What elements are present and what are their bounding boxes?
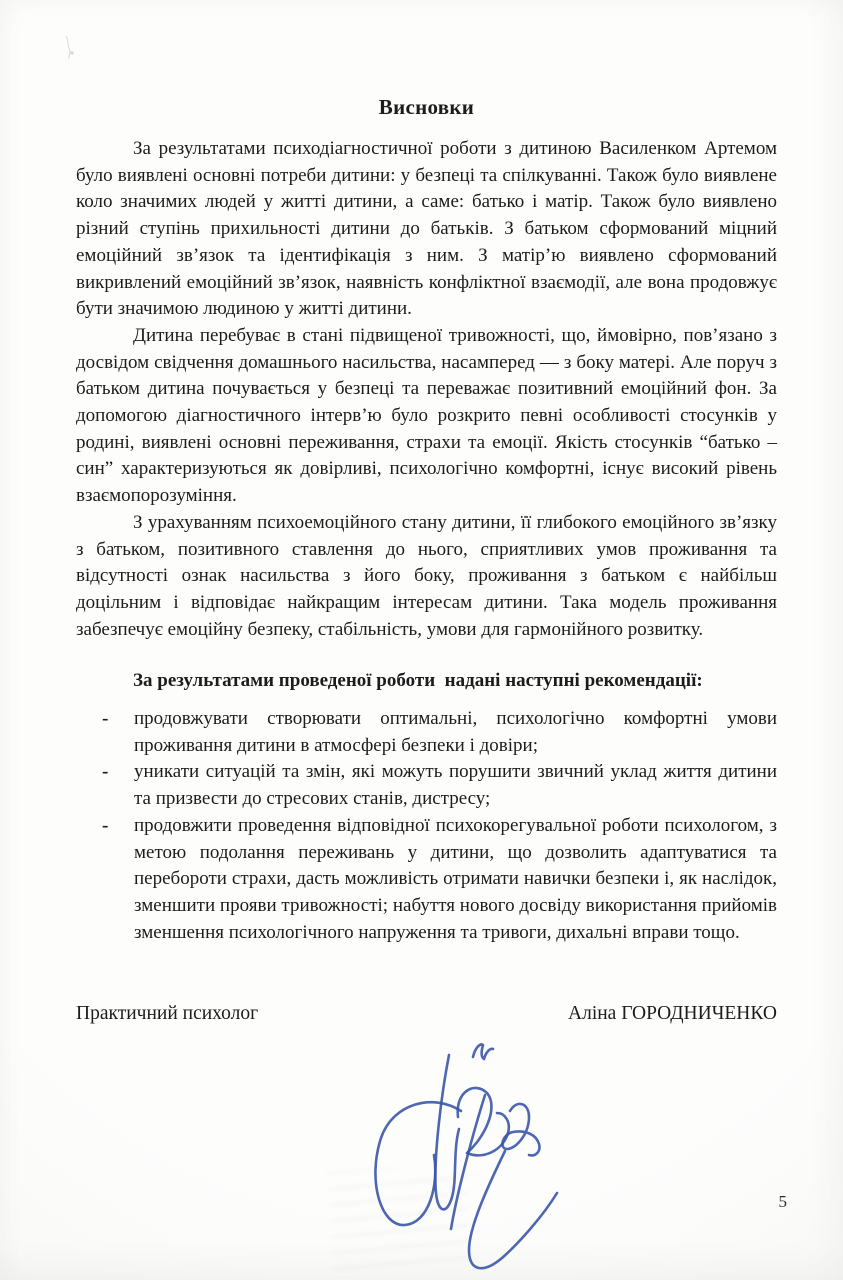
recommendations-heading: За результатами проведеної роботи надані наступні рекомендації: xyxy=(133,670,703,692)
list-dash-marker: - xyxy=(102,761,109,783)
list-item xyxy=(76,706,777,759)
handwritten-signature xyxy=(345,1033,582,1280)
list-item-text: уникати ситуацій та змін, які можуть порушити звичний уклад життя дитини та призвести до стресових станів, дистресу; xyxy=(134,761,777,810)
signatory-role: Практичний психолог xyxy=(76,1003,259,1025)
signature-row xyxy=(76,1003,777,1025)
page-title: Висновки xyxy=(378,95,475,119)
paragraph-1: За результатами психодіагностичної роботи з дитиною Василенком Артемом було виявлені основні потреби дитини: у безпеці та спілкуванні. Також було виявлене коло значимих людей у житті дитини, а саме: батько і матір. Також було виявлено різний ступінь прихильності дитини до батьків. З батьком сформований міцний емоційний зв’язок та ідентифікація з ним. З матір’ю виявлено сформований викривлений емоційний зв’язок, наявність конфліктної взаємодії, але вона продовжує бути значимою людиною у житті дитини. xyxy=(76,138,777,320)
page-number: 5 xyxy=(778,1192,787,1211)
scan-artifact-mark xyxy=(56,32,82,72)
paragraph-3: З урахуванням психоемоційного стану дитини, її глибокого емоційного зв’язку з батьком, позитивного ставлення до нього, сприятливих умов проживання та відсутності ознак насильства з його боку, проживання з батьком є найбільш доцільним і відповідає найкращим інтересам дитини. Така модель проживання забезпечує емоційну безпеку, стабільність, умови для гармонійного розвитку. xyxy=(76,511,777,640)
list-item-text: продовжувати створювати оптимальні, психологічно комфортні умови проживання дитини в атмосфері безпеки і довіри; xyxy=(134,708,777,756)
list-dash-marker: - xyxy=(102,708,109,730)
list-item xyxy=(76,813,777,947)
paragraph-2: Дитина перебуває в стані підвищеної тривожності, що, ймовірно, пов’язано з досвідом свідчення домашнього насильства, насамперед — з боку матері. Але поруч з батьком дитина почувається у безпеці та переважає позитивний емоційний фон. За допомогою діагностичного інтерв’ю було розкрито певні особливості стосунків у родині, виявлені основні переживання, страхи та емоції. Якість стосунків “батько – син” характеризуються як довірливі, психологічно комфортні, існує високий рівень взаємопорозуміння. xyxy=(76,324,777,507)
signatory-name: Аліна ГОРОДНИЧЕНКО xyxy=(568,1003,777,1025)
list-item-text: продовжити проведення відповідної психокорегувальної роботи психологом, з метою подолання переживань у дитини, що дозволить адаптуватися та перебороти страхи, дасть можливість отримати навички безпеки і, як наслідок, зменшити прояви тривожності; набуття нового досвіду використання прийомів зменшення психологічного напруження та тривоги, дихальні вправи тощо. xyxy=(134,814,777,943)
list-dash-marker: - xyxy=(102,814,109,836)
conclusions-section xyxy=(76,136,777,643)
recommendations-list xyxy=(76,706,777,946)
scan-bleedthrough-artifact xyxy=(327,1164,472,1279)
list-item xyxy=(76,759,777,812)
